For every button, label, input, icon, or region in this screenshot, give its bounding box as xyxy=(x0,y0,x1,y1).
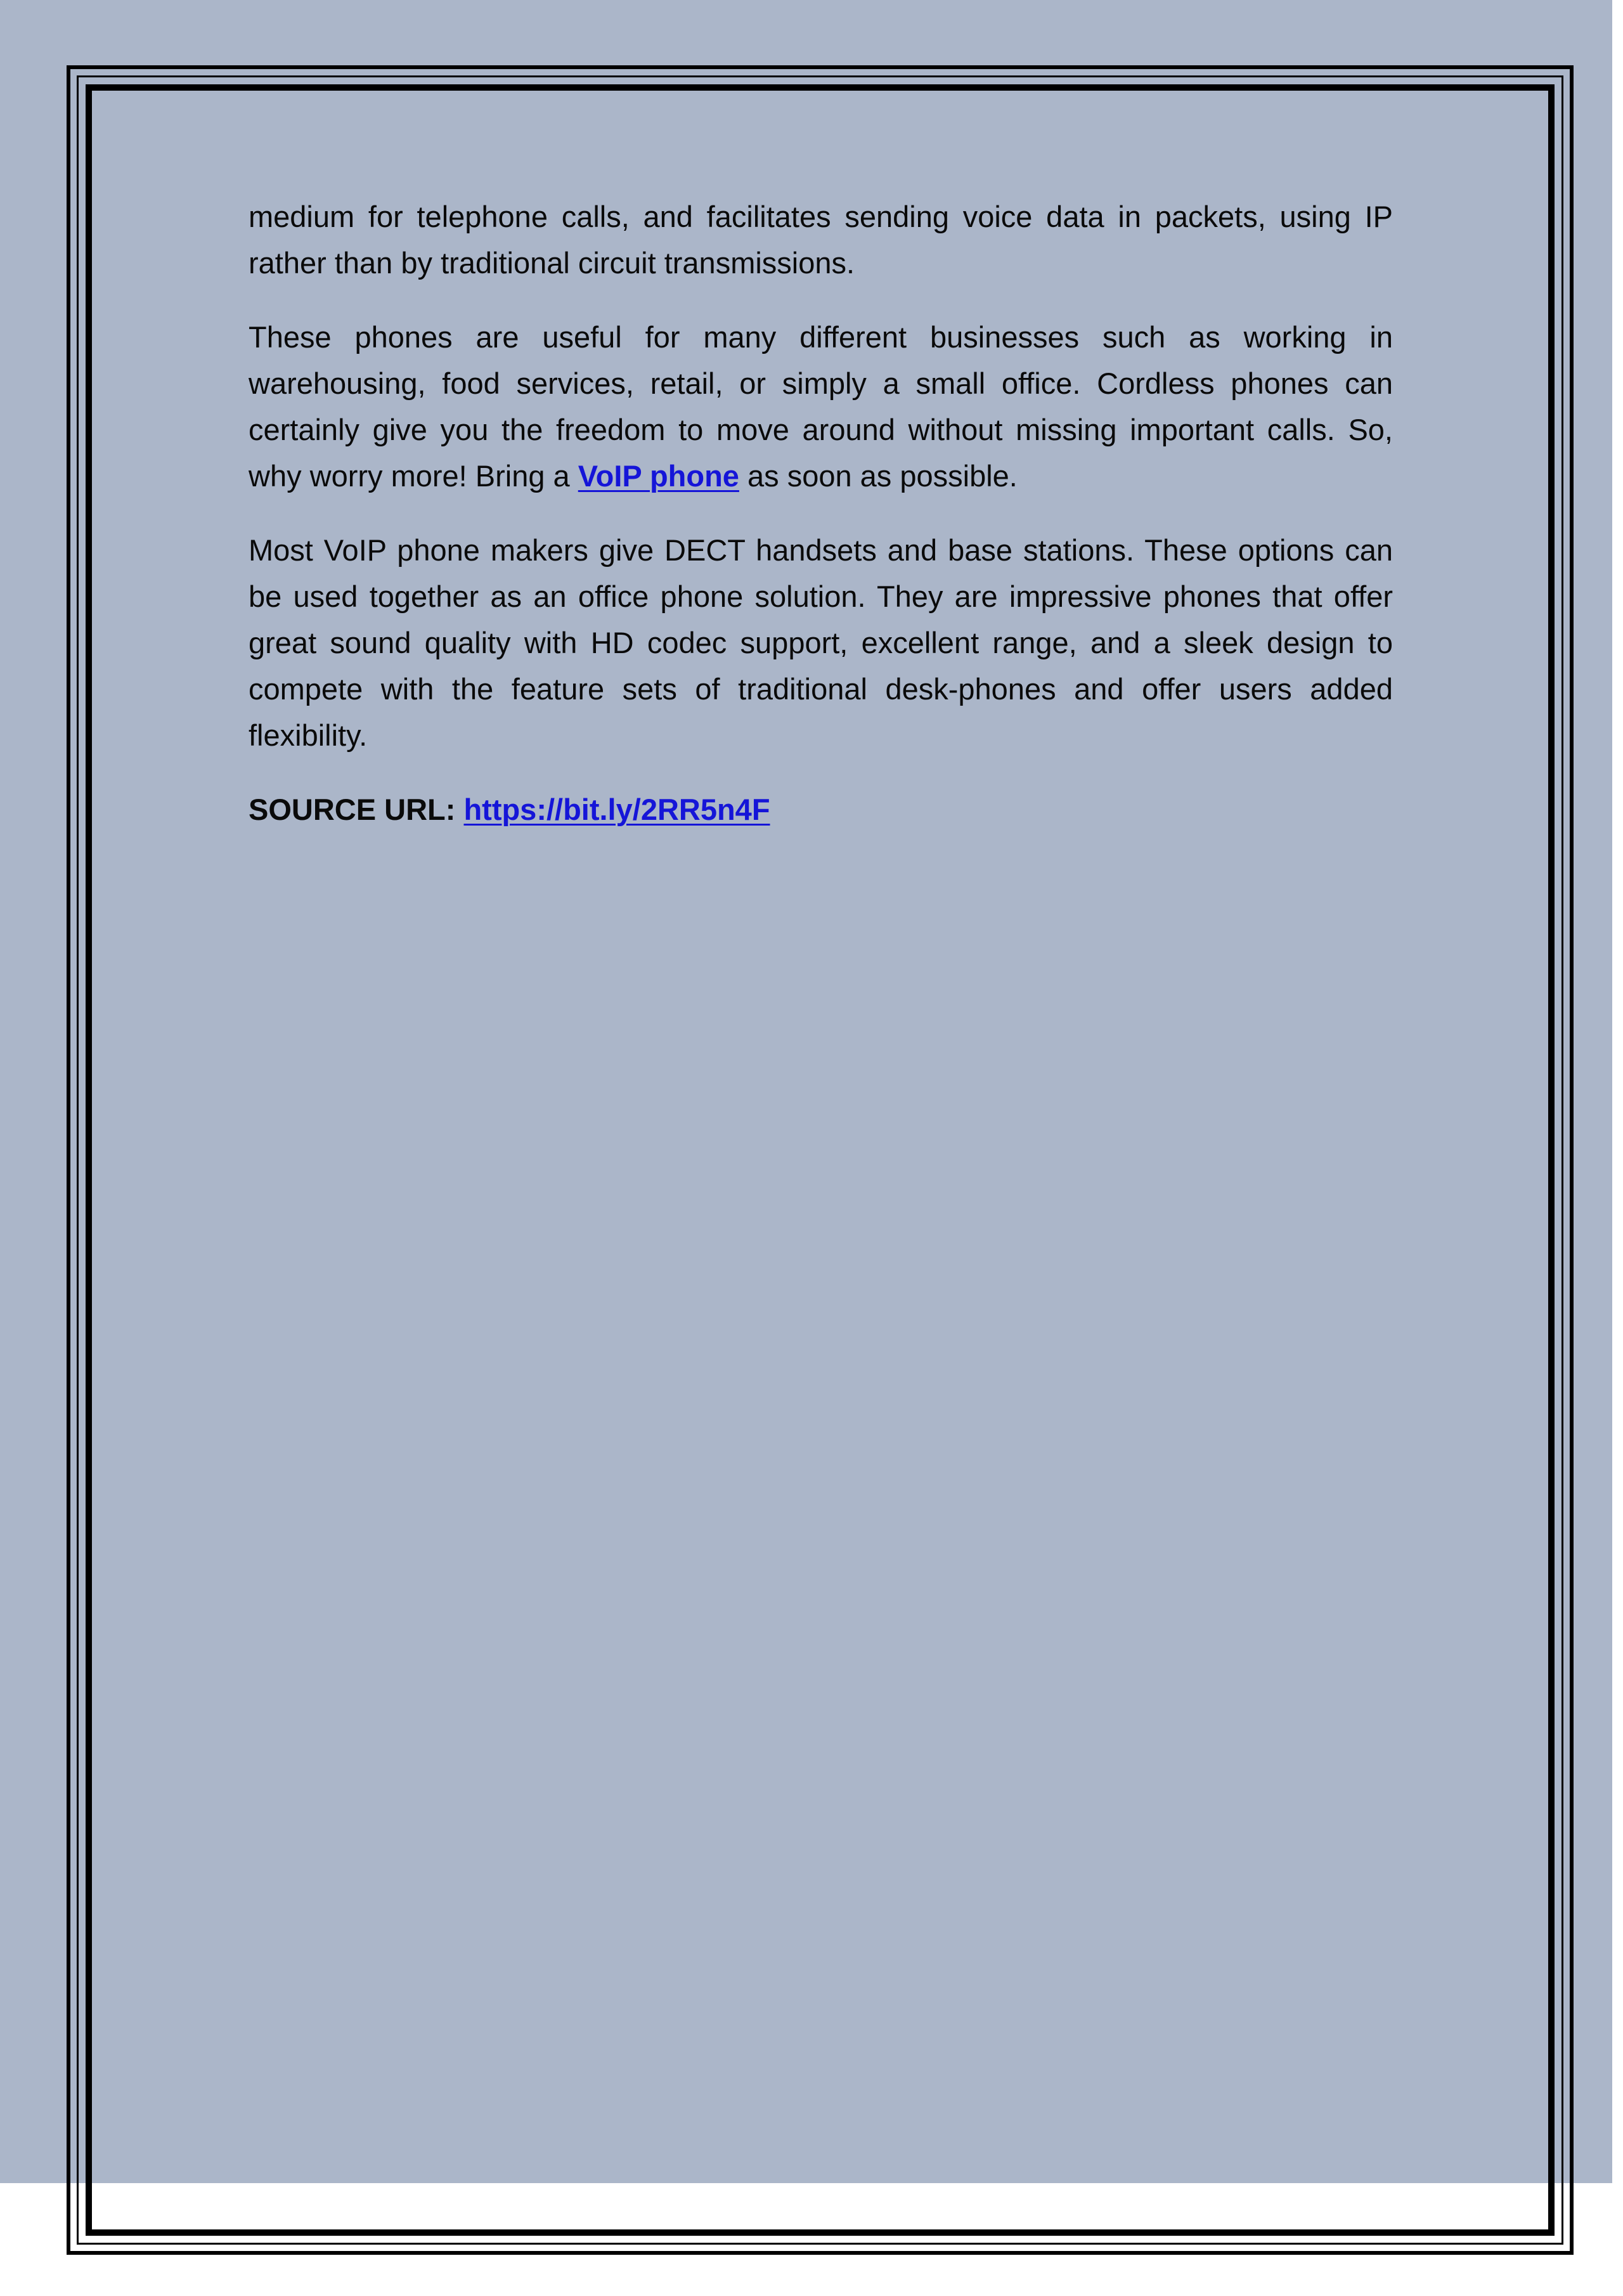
source-line xyxy=(249,786,1393,833)
source-label: SOURCE URL: xyxy=(249,793,456,826)
paragraph-text: Most VoIP phone makers give DECT handsets and base stations. These options can be used together as an office phone solution. They are impressive phones that offer great sound quality with HD codec support, excellent range, and a sleek design to compete with the feature sets of traditional desk-phones and offer users added flexibility. xyxy=(249,533,1393,752)
paragraph-text: medium for telephone calls, and facilitates sending voice data in packets, using IP rather than by traditional circuit transmissions. xyxy=(249,200,1393,280)
paragraph-dect-handsets xyxy=(249,527,1393,758)
voip-phone-link[interactable]: VoIP phone xyxy=(578,459,739,493)
document-body xyxy=(249,193,1393,860)
source-url-link[interactable]: https://bit.ly/2RR5n4F xyxy=(463,793,770,826)
paragraph-voip-medium xyxy=(249,193,1393,286)
paragraph-text-after-link: as soon as possible. xyxy=(739,459,1018,493)
paragraph-business-uses xyxy=(249,314,1393,499)
paragraph-text-before-link: These phones are useful for many different businesses such as working in warehousing, food services, retail, or simply a small office. Cordless phones can certainly give you the freedom to move around without missing important calls. So, why worry more! Bring a xyxy=(249,320,1393,493)
